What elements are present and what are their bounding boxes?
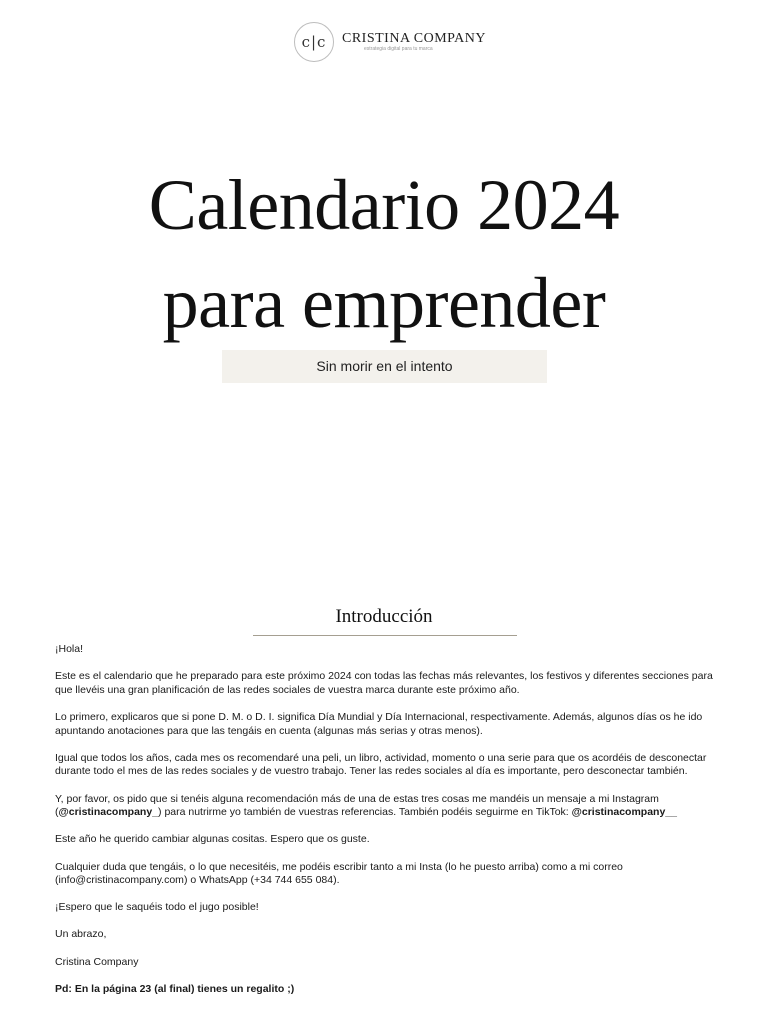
logo-name: CRISTINA COMPANY	[342, 31, 487, 46]
paragraph-6	[55, 861, 715, 888]
paragraph-7: ¡Espero que le saquéis todo el jugo posible!	[55, 901, 259, 914]
paragraph-3: Igual que todos los años, cada mes os recomendaré una peli, un libro, actividad, momento o una serie para que os acordéis de desconectar durante todo el mes de las redes sociales y de vuestro trabajo. Tener las redes sociales al día es importante, pero desconectar también.	[55, 751, 707, 778]
email-link[interactable]: info@cristinacompany.com	[58, 874, 184, 887]
logo-tagline: estrategia digital para tu marca	[364, 46, 433, 52]
title-line-2: para emprender	[162, 263, 606, 343]
instagram-handle[interactable]: @cristinacompany_	[58, 806, 159, 819]
paragraph-4-text-b: ) para nutrirme yo también de vuestras referencias. También podéis seguirme en TikTok:	[158, 806, 572, 819]
title-line-1: Calendario 2024	[148, 165, 620, 245]
logo	[294, 21, 486, 63]
logo-text	[342, 31, 486, 53]
paragraph-4	[55, 793, 715, 820]
paragraph-1: Este es el calendario que he preparado para este próximo 2024 con todas las fechas más relevantes, los festivos y diferentes secciones para que llevéis una gran planificación de las redes sociales de vuestra marca durante este próximo año.	[55, 670, 713, 696]
greeting: ¡Hola!	[55, 643, 84, 655]
intro-heading: Introducción	[335, 606, 433, 627]
logo-mark: c|c	[294, 22, 334, 62]
paragraph-6-text-b: ) o WhatsApp (	[183, 874, 254, 887]
postscript: Pd: En la página 23 (al final) tienes un regalito ;)	[55, 982, 295, 995]
paragraph-2: Lo primero, explicaros que si pone D. M. o D. I. significa Día Mundial y Día Internacional, respectivamente. Además, algunos días os he ido apuntando anotaciones para que las tengáis en cuenta (algunas más serias y otras menos).	[55, 710, 703, 737]
paragraph-4-text-a: Y, por favor, os pido que si tenéis alguna recomendación más de una de estas tres cosas me mandéis un mensaje a mi Instagram (	[55, 792, 659, 819]
whatsapp-number[interactable]: +34 744 655 084	[253, 874, 334, 887]
intro-divider	[253, 635, 517, 636]
paragraph-6-text-a: Cualquier duda que tengáis, o lo que necesitéis, me podéis escribir tanto a mi Insta (lo he puesto arriba) como a mi correo (	[55, 860, 623, 887]
page-title	[0, 156, 768, 352]
paragraph-6-text-c: ).	[333, 874, 340, 887]
subtitle-box: Sin morir en el intento	[222, 350, 547, 383]
tiktok-handle[interactable]: @cristinacompany__	[571, 806, 677, 819]
paragraph-5: Este año he querido cambiar algunas cositas. Espero que os guste.	[55, 833, 370, 846]
closing: Un abrazo,	[55, 928, 107, 941]
intro-body	[55, 643, 715, 1010]
signature: Cristina Company	[55, 955, 139, 968]
